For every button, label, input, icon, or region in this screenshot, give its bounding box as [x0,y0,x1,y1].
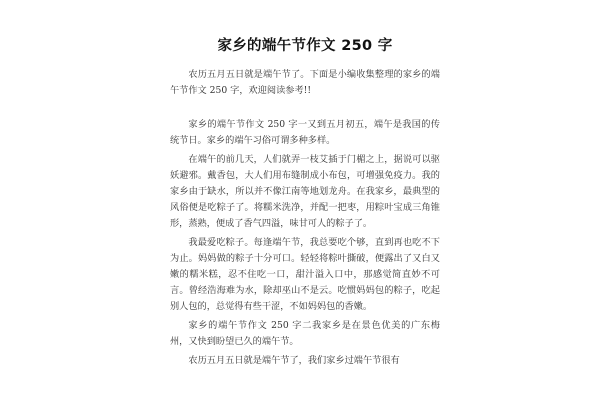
paragraph-gap [170,102,440,117]
document-sheet [170,28,440,400]
body-paragraph: 我最爱吃粽子。每逢端午节，我总要吃个够，直到再也吃不下为止。妈妈做的粽子十分可口。轻轻将粽叶撕破，便露出了又白又嫩的糯米糕，忍不住吃一口，甜汁溢入口中，那感觉简直妙不可言。曾经浩海难为水，除却巫山不是云。吃惯妈妈包的粽子，吃起别人包的，总觉得有些干涩，不如妈妈包的香嫩。 [170,237,440,312]
body-paragraph: 农历五月五日就是端午节了，我们家乡过端午节很有 [188,355,400,366]
body-paragraph: 家乡的端午节作文 250 字一又到五月初五，端午是我国的传统节日。家乡的端午习俗可谓多种多样。 [170,119,440,146]
body-paragraph: 家乡的端午节作文 250 字二我家乡是在景色优美的广东梅州，又快到盼望已久的端午节。 [170,320,440,347]
intro-paragraph: 农历五月五日就是端午节了。下面是小编收集整理的家乡的端午节作文 250 字，欢迎阅读参考!! [170,69,440,96]
body-paragraph: 在端午的前几天，人们就弄一枝艾插于门楣之上，据说可以驱妖避邪。戴香包，大人们用布缝制成小布包，可增强免疫力。我的家乡由于缺水，所以并不像江南等地划龙舟。在我家乡，最典型的风俗便是吃粽子了。将糯米洗净，并配一把枣，用粽叶宝成三角锥形，蒸熟，便成了香气四溢，味甘可人的粽子了。 [170,154,440,229]
document-title: 家乡的端午节作文 250 字 [217,38,393,54]
